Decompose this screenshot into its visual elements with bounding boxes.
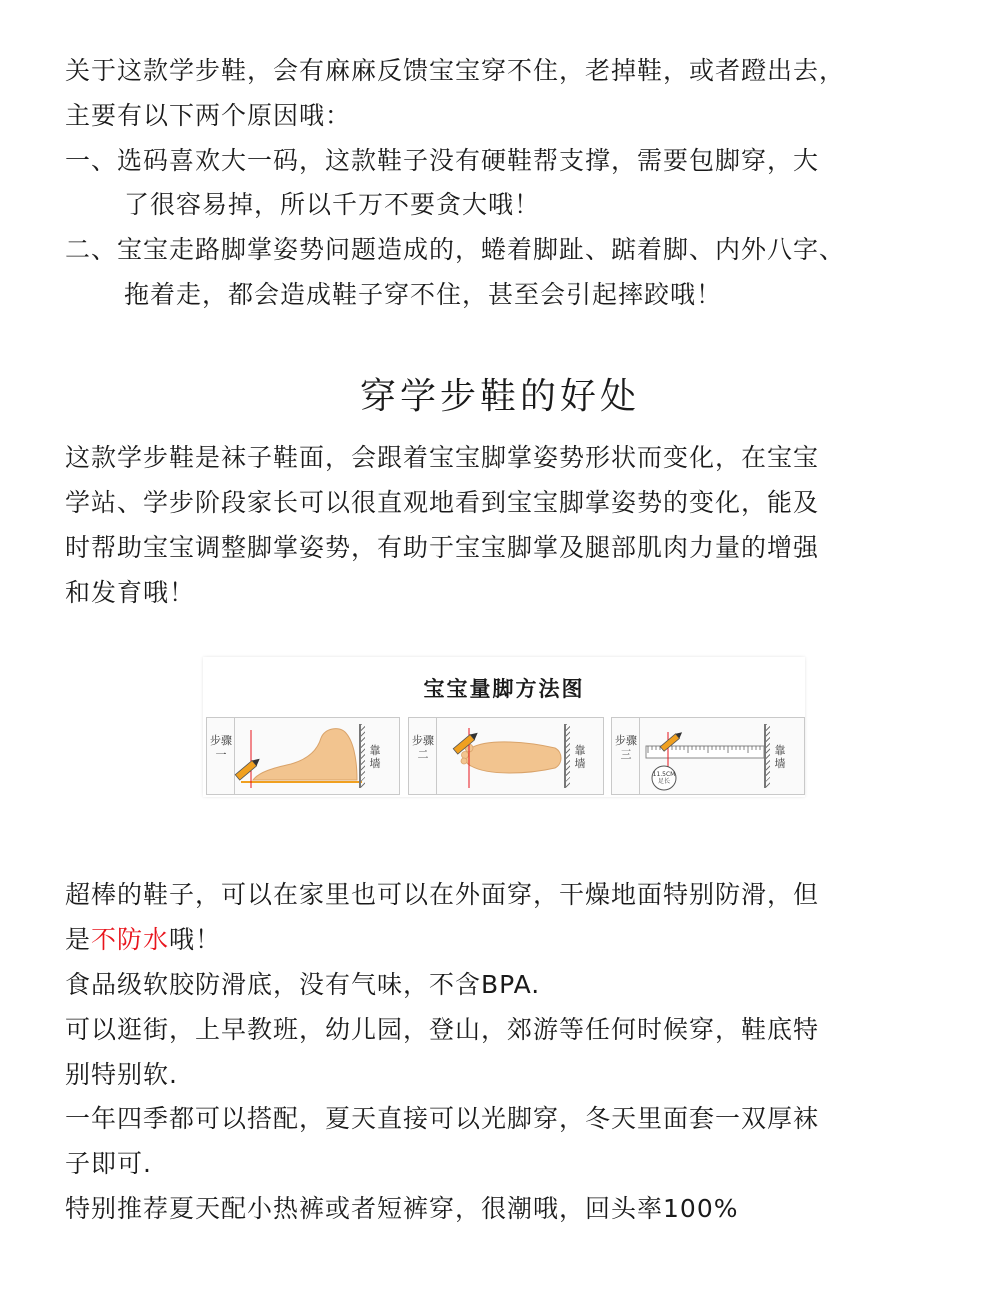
- reason-1-cont: 了很容易掉，所以千万不要贪大哦！: [124, 190, 541, 219]
- reason-2-cont: 拖着走，都会造成鞋子穿不住，甚至会引起摔跤哦！: [124, 280, 723, 309]
- feature-line: 超棒的鞋子，可以在家里也可以在外面穿，干燥地面特别防滑，但: [65, 880, 820, 909]
- feature-line: 子即可.: [65, 1149, 152, 1178]
- toe: [462, 752, 469, 759]
- feature-line: [65, 925, 221, 955]
- reason-1: 一、选码喜欢大一码，这款鞋子没有硬鞋帮支撑，需要包脚穿，大: [65, 146, 820, 175]
- foot-shape: [253, 729, 357, 780]
- badge-value: 11.5CM: [652, 771, 676, 778]
- not-waterproof-highlight: 不防水: [91, 925, 170, 954]
- wall-icon: [359, 724, 365, 788]
- wall-icon: [764, 724, 770, 788]
- feature-line: 食品级软胶防滑底，没有气味，不含BPA.: [65, 970, 541, 999]
- step-three-label: 步骤三: [615, 734, 637, 761]
- length-badge-text: [652, 771, 676, 785]
- reason-2: 二、宝宝走路脚掌姿势问题造成的，蜷着脚趾、踮着脚、内外八字、: [65, 235, 846, 264]
- intro-line: 关于这款学步鞋，会有麻麻反馈宝宝穿不住，老掉鞋，或者蹬出去，: [65, 56, 846, 85]
- intro-line: 主要有以下两个原因哦：: [65, 101, 352, 130]
- step-three-panel: [611, 717, 805, 795]
- foot-shape: [465, 742, 561, 773]
- step-two-panel: [408, 717, 604, 795]
- feature-line: 别特别软.: [65, 1060, 178, 1089]
- toe: [461, 758, 467, 764]
- feature-line: 特别推荐夏天配小热裤或者短裤穿，很潮哦，回头率100%: [65, 1194, 739, 1223]
- feature-line: 可以逛街，上早教班，幼儿园，登山，郊游等任何时候穿，鞋底特: [65, 1015, 820, 1044]
- wall-label: 靠墙: [774, 744, 786, 770]
- section-title: 穿学步鞋的好处: [359, 376, 640, 417]
- benefits-line: 时帮助宝宝调整脚掌姿势，有助于宝宝脚掌及腿部肌肉力量的增强: [65, 533, 820, 562]
- diagram-title: 宝宝量脚方法图: [423, 676, 585, 701]
- step-two-label: 步骤二: [412, 734, 434, 761]
- benefits-line: 和发育哦！: [65, 578, 196, 607]
- wall-label: 靠墙: [574, 744, 586, 770]
- step-one-panel: [206, 717, 400, 795]
- feature-text: 是: [65, 925, 92, 954]
- step-one-label: 步骤一: [210, 734, 232, 761]
- benefits-line: 这款学步鞋是袜子鞋面，会跟着宝宝脚掌姿势形状而变化，在宝宝: [65, 443, 820, 472]
- feature-text: 哦！: [169, 925, 222, 954]
- badge-label: 足长: [657, 778, 670, 785]
- feature-line: 一年四季都可以搭配，夏天直接可以光脚穿，冬天里面套一双厚袜: [65, 1104, 820, 1133]
- foot-measure-diagram: [203, 657, 805, 797]
- benefits-line: 学站、学步阶段家长可以很直观地看到宝宝脚掌姿势的变化，能及: [65, 488, 820, 517]
- wall-label: 靠墙: [369, 744, 381, 770]
- wall-icon: [564, 724, 570, 788]
